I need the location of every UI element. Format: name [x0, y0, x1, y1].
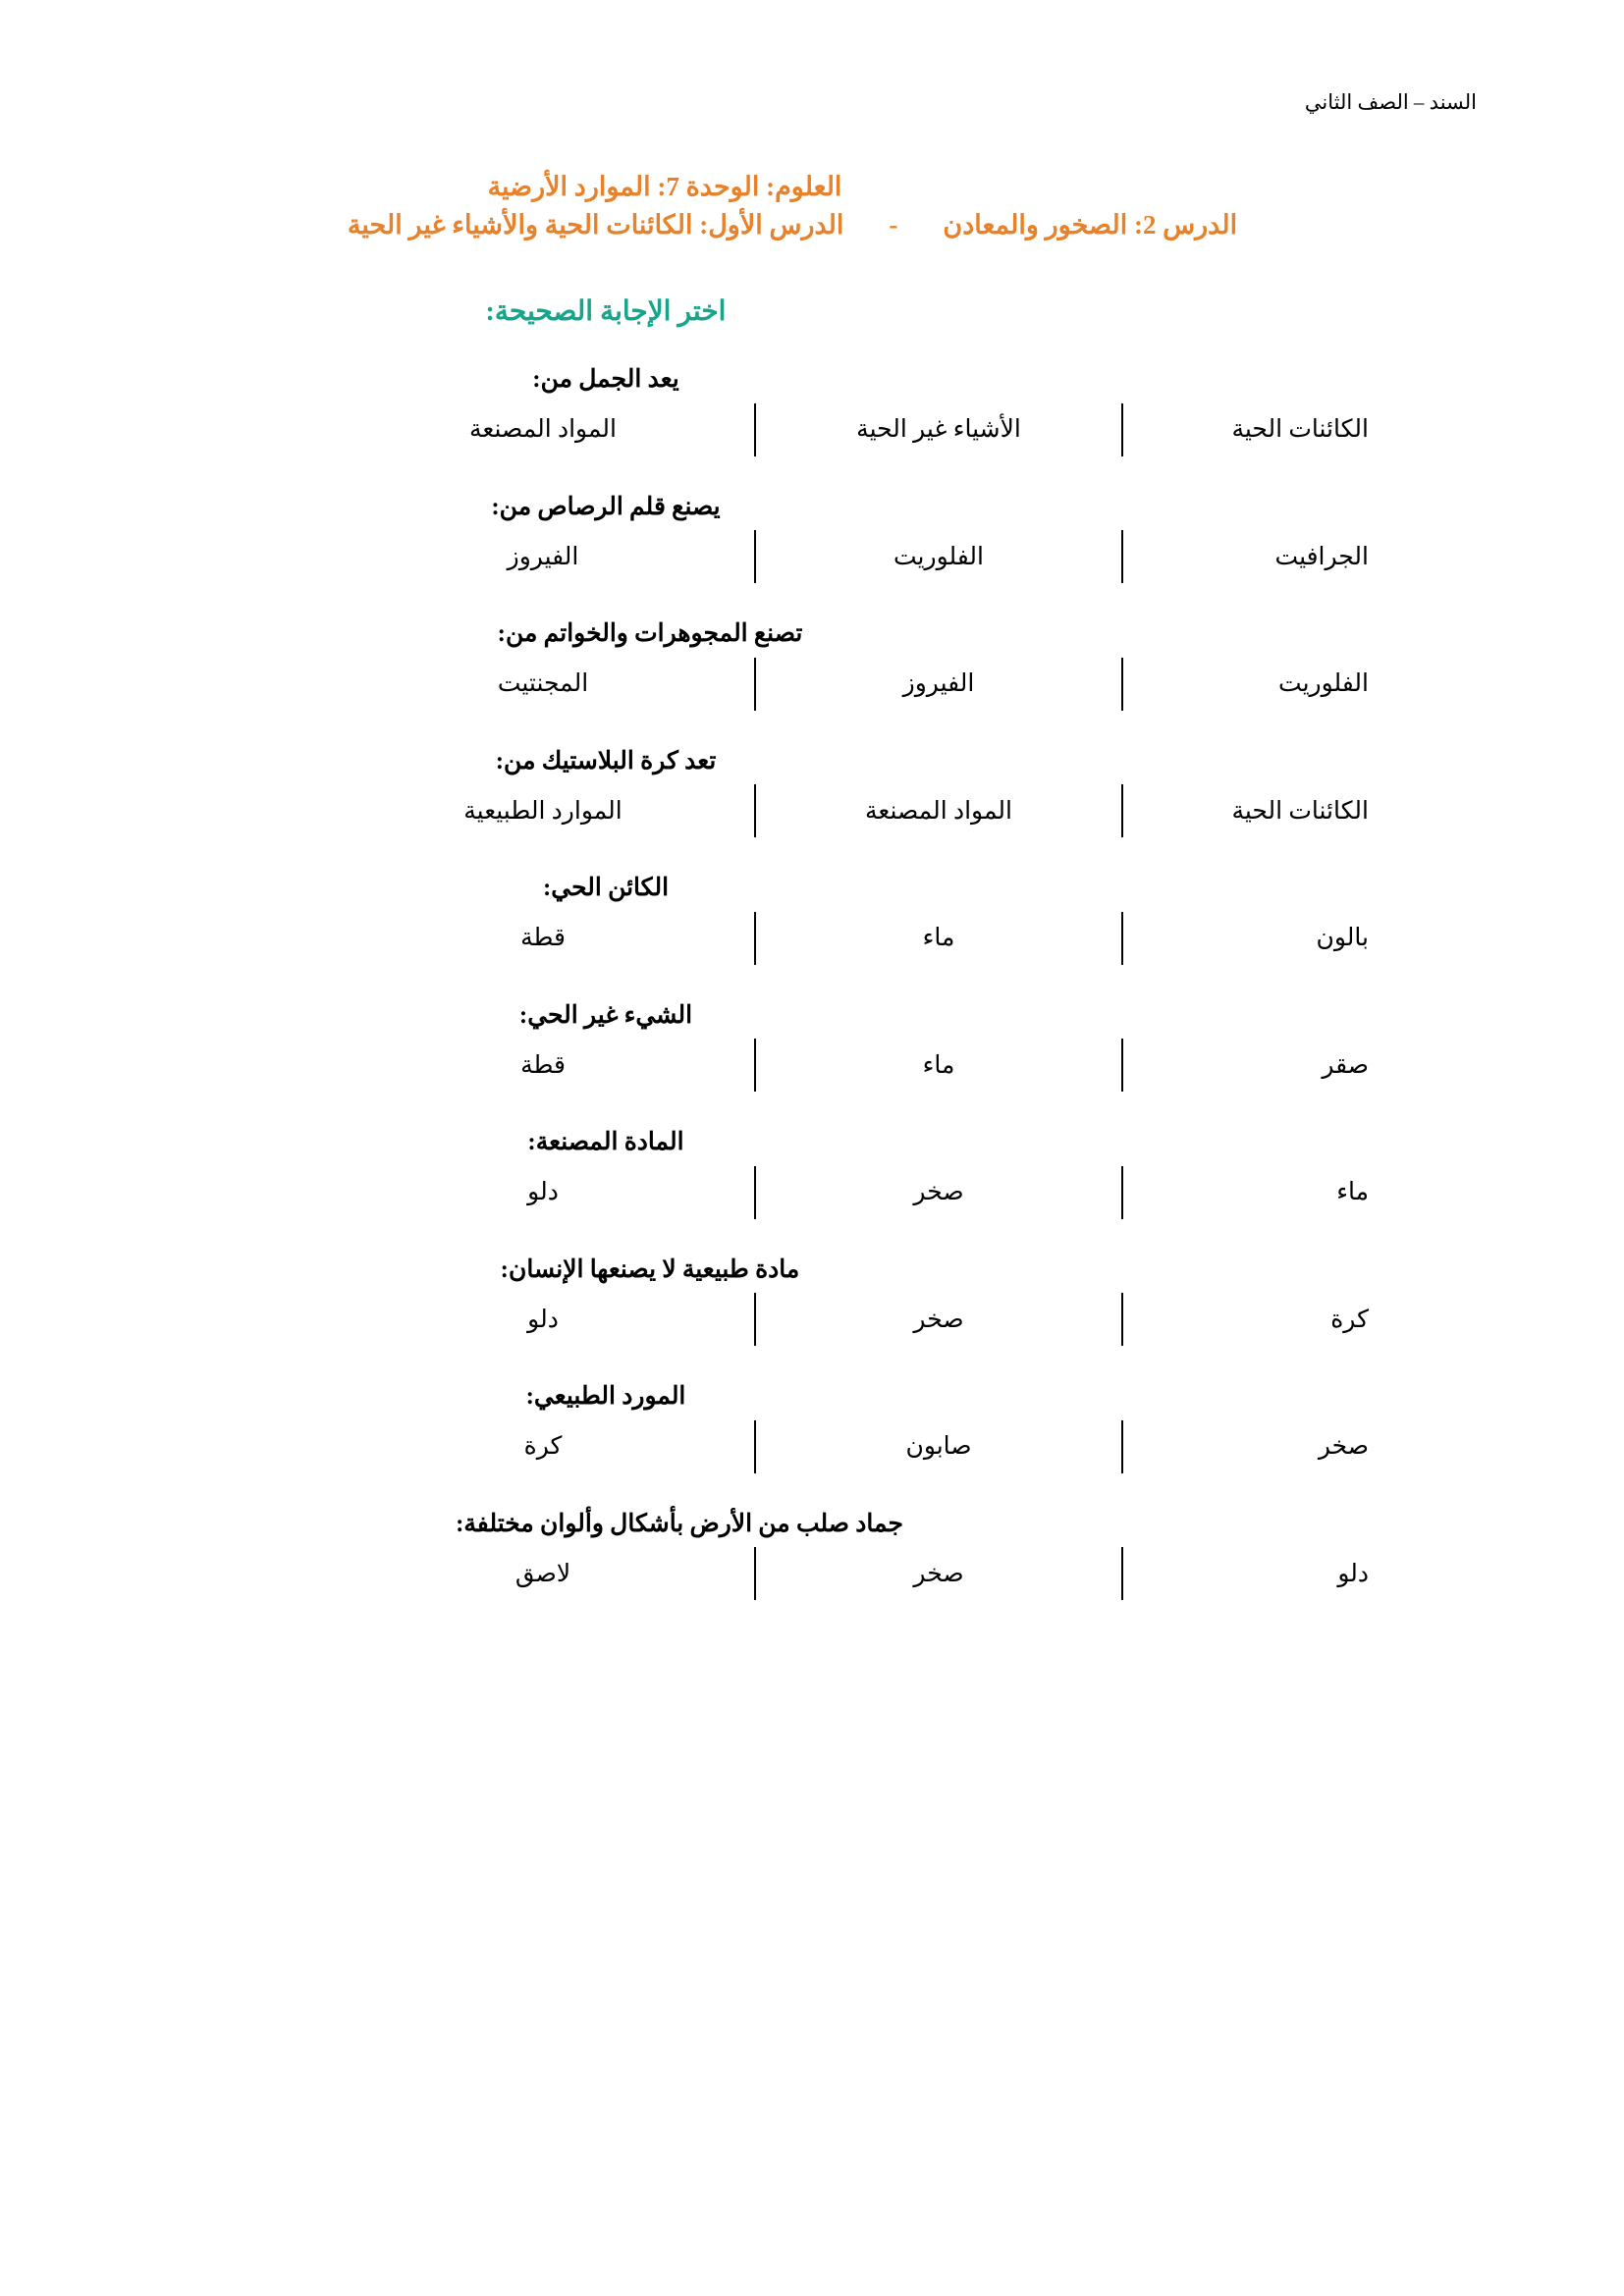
option-choice[interactable]: صخر [1318, 1433, 1369, 1460]
question-prompt: تصنع المجوهرات والخواتم من: [497, 620, 803, 647]
question-prompt: يصنع قلم الرصاص من: [491, 493, 721, 520]
option-choice[interactable]: دلو [527, 1179, 559, 1205]
lesson-1-title: الدرس الأول: الكائنات الحية والأشياء غير الحية [347, 210, 844, 240]
page-header-note: السند – الصف الثاني [1304, 90, 1477, 114]
option-divider [754, 1039, 756, 1092]
option-choice[interactable]: ماء [922, 1051, 955, 1079]
question-block [147, 1124, 1477, 1218]
question-options [147, 1421, 1477, 1472]
option-divider [1121, 1039, 1123, 1092]
option-choice[interactable]: لاصق [514, 1560, 571, 1587]
option-choice[interactable]: صابون [905, 1433, 972, 1460]
option-divider [754, 784, 756, 837]
option-choice[interactable]: الكائنات الحية [1231, 797, 1369, 825]
option-choice[interactable]: كرة [1330, 1306, 1369, 1333]
question-block [147, 1506, 1477, 1600]
question-block [147, 489, 1477, 583]
lesson-titles [147, 210, 1477, 240]
option-choice[interactable]: صخر [913, 1179, 964, 1205]
option-choice[interactable]: بالون [1316, 925, 1369, 951]
question-prompt: جماد صلب من الأرض بأشكال وألوان مختلفة: [456, 1510, 903, 1537]
question-prompt: الكائن الحي: [542, 875, 670, 901]
option-choice[interactable]: قطة [520, 925, 566, 951]
option-divider [754, 1166, 756, 1219]
question-options [147, 1548, 1477, 1599]
option-choice[interactable]: ماء [1336, 1179, 1369, 1205]
option-choice[interactable]: المجنتيت [497, 670, 589, 697]
option-choice[interactable]: الكائنات الحية [1231, 416, 1369, 443]
option-choice[interactable]: الأشياء غير الحية [856, 416, 1021, 443]
question-block [147, 361, 1477, 455]
question-prompt: الشيء غير الحي: [518, 1001, 693, 1029]
question-options [147, 1294, 1477, 1345]
option-choice[interactable]: دلو [527, 1306, 559, 1333]
option-divider [1121, 912, 1123, 965]
option-divider [1121, 658, 1123, 711]
option-divider [1121, 1293, 1123, 1346]
option-divider [1121, 530, 1123, 583]
instruction-text: اختر الإجابة الصحيحة: [485, 296, 727, 327]
option-choice[interactable]: الفيروز [902, 670, 975, 697]
question-block [147, 997, 1477, 1092]
option-divider [1121, 1420, 1123, 1473]
question-options [147, 785, 1477, 836]
option-choice[interactable]: الفيروز [507, 543, 579, 570]
question-block [147, 1378, 1477, 1472]
question-prompt: المورد الطبيعي: [525, 1383, 686, 1410]
question-prompt: يعد الجمل من: [532, 366, 679, 393]
unit-title: العلوم: الوحدة 7: الموارد الأرضية [487, 172, 842, 201]
worksheet-content [147, 172, 1477, 1603]
question-block [147, 870, 1477, 964]
option-divider [754, 1293, 756, 1346]
option-choice[interactable]: صخر [913, 1306, 964, 1333]
question-options [147, 404, 1477, 455]
question-prompt: تعد كرة البلاستيك من: [495, 747, 717, 774]
question-options [147, 1040, 1477, 1091]
option-divider [754, 403, 756, 456]
option-choice[interactable]: الفلوريت [1278, 670, 1369, 697]
lesson-2-title: الدرس 2: الصخور والمعادن [943, 210, 1238, 240]
question-block [147, 743, 1477, 837]
question-options [147, 659, 1477, 710]
option-choice[interactable]: المواد المصنعة [865, 797, 1012, 825]
option-choice[interactable]: صقر [1322, 1051, 1369, 1079]
question-prompt: مادة طبيعية لا يصنعها الإنسان: [500, 1255, 800, 1283]
option-divider [754, 1547, 756, 1600]
question-block [147, 1252, 1477, 1346]
option-choice[interactable]: الجرافيت [1274, 543, 1369, 570]
option-choice[interactable]: الموارد الطبيعية [463, 797, 623, 825]
option-divider [1121, 1166, 1123, 1219]
option-divider [754, 658, 756, 711]
option-choice[interactable]: صخر [913, 1560, 964, 1587]
option-choice[interactable]: قطة [520, 1051, 566, 1079]
option-choice[interactable]: ماء [922, 925, 955, 951]
option-choice[interactable]: المواد المصنعة [469, 416, 617, 443]
question-prompt: المادة المصنعة: [527, 1129, 684, 1155]
option-divider [1121, 403, 1123, 456]
option-choice[interactable]: الفلوريت [893, 543, 984, 570]
question-block [147, 615, 1477, 710]
option-choice[interactable]: دلو [1337, 1560, 1369, 1587]
option-divider [754, 530, 756, 583]
option-divider [1121, 1547, 1123, 1600]
option-divider [1121, 784, 1123, 837]
option-choice[interactable]: كرة [523, 1433, 563, 1460]
option-divider [754, 1420, 756, 1473]
question-options [147, 1167, 1477, 1218]
question-options [147, 913, 1477, 964]
option-divider [754, 912, 756, 965]
title-dash: - [889, 210, 898, 240]
question-options [147, 531, 1477, 582]
